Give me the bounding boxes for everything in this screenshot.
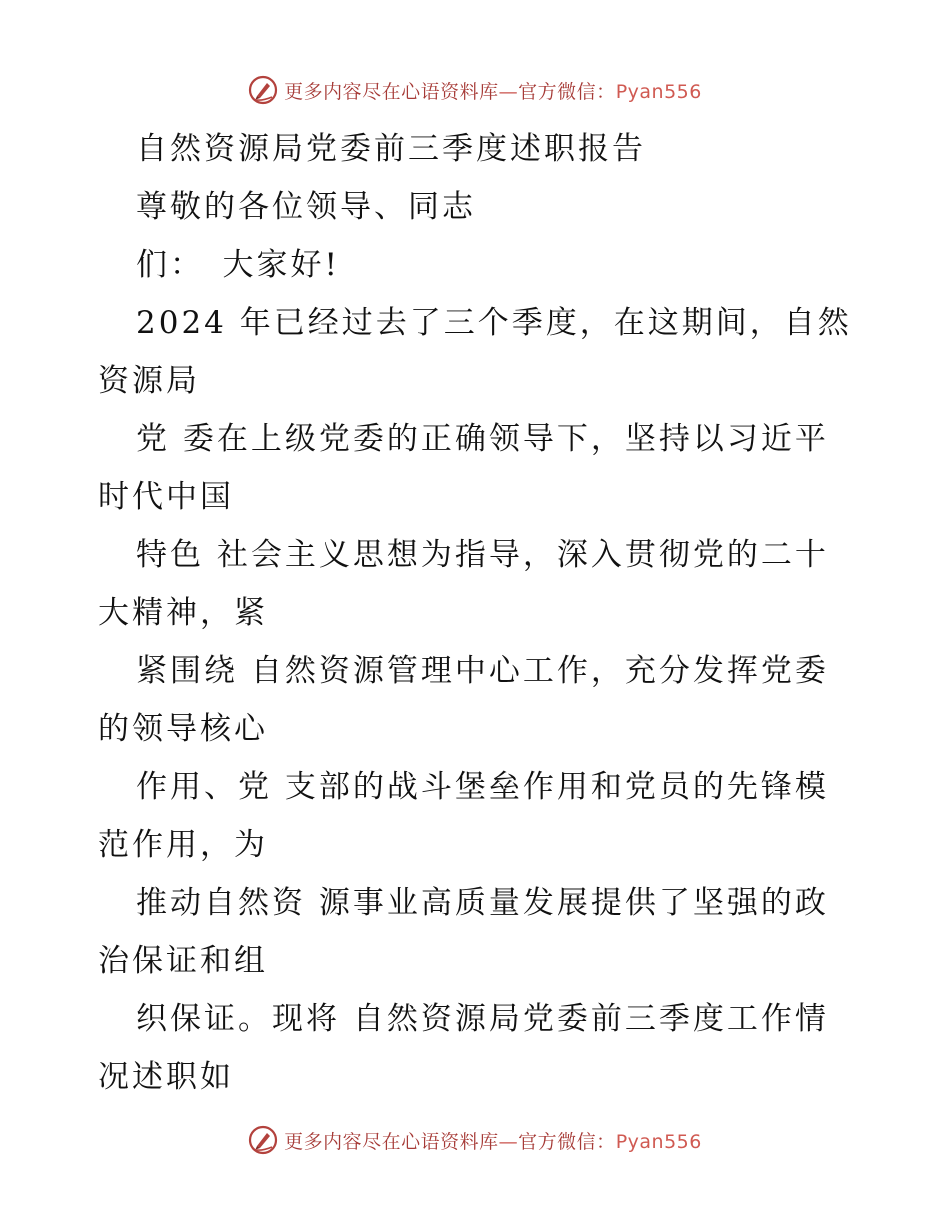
text-line: 治保证和组 — [98, 943, 268, 979]
footer-banner-official: 官方微信： — [518, 1130, 616, 1153]
text-line: 党 委在上级党委的正确领导下，坚持以习近平 — [136, 421, 829, 457]
text-line: 2024 年已经过去了三个季度，在这期间，自然 — [136, 305, 852, 341]
text-line: 况述职如 — [98, 1059, 234, 1095]
footer-watermark-banner — [0, 1120, 950, 1160]
text-line: 特色 社会主义思想为指导，深入贯彻党的二十 — [136, 537, 829, 573]
text-line: 作用、党 支部的战斗堡垒作用和党员的先锋模 — [136, 769, 829, 805]
header-watermark-banner — [0, 70, 950, 110]
text-line: 推动自然资 源事业高质量发展提供了坚强的政 — [136, 885, 829, 921]
text-line: 资源局 — [98, 363, 200, 399]
footer-banner-text — [284, 1127, 702, 1154]
text-line: 大精神，紧 — [98, 595, 268, 631]
footer-banner-wechat-id: Pyan556 — [615, 1130, 702, 1153]
header-banner-main: 更多内容尽在心语资料库 — [284, 80, 499, 103]
text-line: 的领导核心 — [98, 711, 268, 747]
footer-banner-main: 更多内容尽在心语资料库 — [284, 1130, 499, 1153]
document-title: 自然资源局党委前三季度述职报告 — [136, 131, 646, 167]
header-banner-dash: — — [498, 80, 519, 103]
text-line: 织保证。现将 自然资源局党委前三季度工作情 — [136, 1001, 829, 1037]
text-line: 们： 大家好! — [136, 247, 340, 283]
header-banner-wechat-id: Pyan556 — [615, 80, 702, 103]
document-body — [98, 120, 852, 1106]
text-line: 紧围绕 自然资源管理中心工作，充分发挥党委 — [136, 653, 829, 689]
text-line: 范作用，为 — [98, 827, 268, 863]
pen-logo-icon — [248, 75, 278, 105]
header-banner-official: 官方微信： — [518, 80, 616, 103]
header-banner-text — [284, 77, 702, 104]
text-line: 时代中国 — [98, 479, 234, 515]
footer-banner-dash: — — [498, 1130, 519, 1153]
text-line: 尊敬的各位领导、同志 — [136, 189, 476, 225]
pen-logo-icon — [248, 1125, 278, 1155]
